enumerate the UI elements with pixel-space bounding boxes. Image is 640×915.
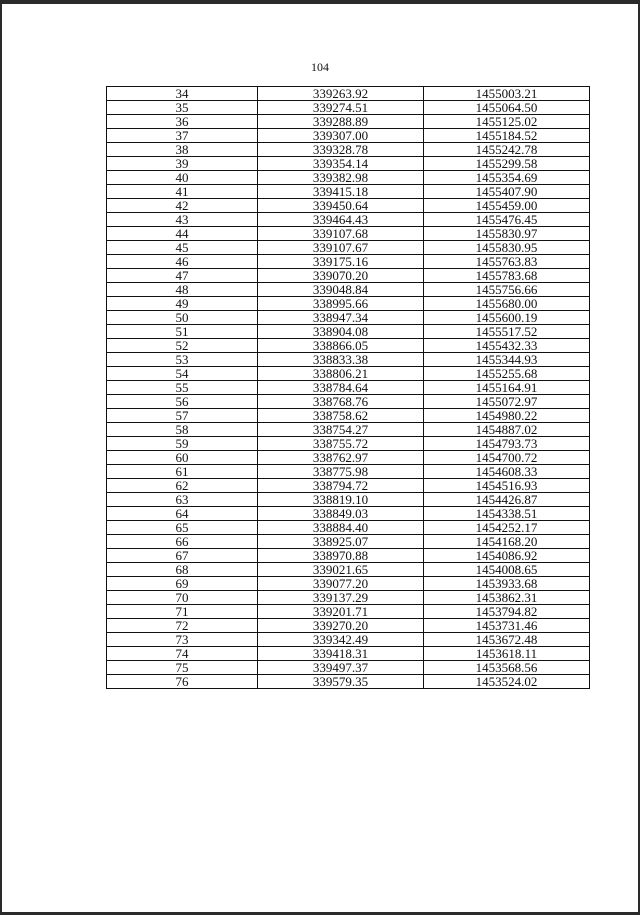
y-coordinate-cell: 1455164.91 [424, 381, 590, 395]
x-coordinate-cell: 338794.72 [258, 479, 424, 493]
point-number-cell: 54 [107, 367, 258, 381]
table-row [107, 283, 590, 297]
x-coordinate-cell: 339107.68 [258, 227, 424, 241]
y-coordinate-cell: 1453933.68 [424, 577, 590, 591]
point-number-cell: 38 [107, 143, 258, 157]
y-coordinate-cell: 1453862.31 [424, 591, 590, 605]
table-row [107, 297, 590, 311]
point-number-cell: 57 [107, 409, 258, 423]
x-coordinate-cell: 339497.37 [258, 661, 424, 675]
table-row [107, 591, 590, 605]
y-coordinate-cell: 1455783.68 [424, 269, 590, 283]
table-row [107, 129, 590, 143]
y-coordinate-cell: 1453524.02 [424, 675, 590, 689]
table-row [107, 535, 590, 549]
table-row [107, 101, 590, 115]
point-number-cell: 62 [107, 479, 258, 493]
table-row [107, 507, 590, 521]
y-coordinate-cell: 1455756.66 [424, 283, 590, 297]
y-coordinate-cell: 1455003.21 [424, 87, 590, 101]
y-coordinate-cell: 1454426.87 [424, 493, 590, 507]
point-number-cell: 70 [107, 591, 258, 605]
x-coordinate-cell: 339048.84 [258, 283, 424, 297]
x-coordinate-cell: 339288.89 [258, 115, 424, 129]
x-coordinate-cell: 339579.35 [258, 675, 424, 689]
y-coordinate-cell: 1455476.45 [424, 213, 590, 227]
point-number-cell: 56 [107, 395, 258, 409]
y-coordinate-cell: 1455763.83 [424, 255, 590, 269]
point-number-cell: 59 [107, 437, 258, 451]
table-row [107, 213, 590, 227]
y-coordinate-cell: 1455064.50 [424, 101, 590, 115]
table-row [107, 185, 590, 199]
x-coordinate-cell: 338806.21 [258, 367, 424, 381]
point-number-cell: 35 [107, 101, 258, 115]
x-coordinate-cell: 338947.34 [258, 311, 424, 325]
x-coordinate-cell: 339077.20 [258, 577, 424, 591]
x-coordinate-cell: 339342.49 [258, 633, 424, 647]
point-number-cell: 48 [107, 283, 258, 297]
x-coordinate-cell: 339464.43 [258, 213, 424, 227]
table-row [107, 353, 590, 367]
y-coordinate-cell: 1455072.97 [424, 395, 590, 409]
table-row [107, 619, 590, 633]
point-number-cell: 46 [107, 255, 258, 269]
point-number-cell: 65 [107, 521, 258, 535]
x-coordinate-cell: 339328.78 [258, 143, 424, 157]
point-number-cell: 72 [107, 619, 258, 633]
table-row [107, 479, 590, 493]
y-coordinate-cell: 1455242.78 [424, 143, 590, 157]
point-number-cell: 44 [107, 227, 258, 241]
table-row [107, 647, 590, 661]
table-row [107, 255, 590, 269]
point-number-cell: 45 [107, 241, 258, 255]
table-row [107, 423, 590, 437]
y-coordinate-cell: 1455517.52 [424, 325, 590, 339]
point-number-cell: 66 [107, 535, 258, 549]
table-row [107, 325, 590, 339]
y-coordinate-cell: 1454887.02 [424, 423, 590, 437]
table-row [107, 199, 590, 213]
table-row [107, 661, 590, 675]
y-coordinate-cell: 1455125.02 [424, 115, 590, 129]
x-coordinate-cell: 338970.88 [258, 549, 424, 563]
y-coordinate-cell: 1454608.33 [424, 465, 590, 479]
coordinates-table [106, 86, 590, 689]
table-row [107, 241, 590, 255]
table-row [107, 395, 590, 409]
table-row [107, 465, 590, 479]
x-coordinate-cell: 339021.65 [258, 563, 424, 577]
y-coordinate-cell: 1455184.52 [424, 129, 590, 143]
point-number-cell: 39 [107, 157, 258, 171]
point-number-cell: 76 [107, 675, 258, 689]
x-coordinate-cell: 338884.40 [258, 521, 424, 535]
y-coordinate-cell: 1454700.72 [424, 451, 590, 465]
y-coordinate-cell: 1453618.11 [424, 647, 590, 661]
y-coordinate-cell: 1454793.73 [424, 437, 590, 451]
table-row [107, 311, 590, 325]
table-row [107, 633, 590, 647]
point-number-cell: 49 [107, 297, 258, 311]
x-coordinate-cell: 338833.38 [258, 353, 424, 367]
x-coordinate-cell: 339137.29 [258, 591, 424, 605]
table-row [107, 437, 590, 451]
table-row [107, 605, 590, 619]
x-coordinate-cell: 338775.98 [258, 465, 424, 479]
table-row [107, 549, 590, 563]
x-coordinate-cell: 339175.16 [258, 255, 424, 269]
x-coordinate-cell: 339274.51 [258, 101, 424, 115]
table-row [107, 577, 590, 591]
y-coordinate-cell: 1455354.69 [424, 171, 590, 185]
point-number-cell: 61 [107, 465, 258, 479]
y-coordinate-cell: 1454168.20 [424, 535, 590, 549]
table-row [107, 451, 590, 465]
x-coordinate-cell: 339201.71 [258, 605, 424, 619]
x-coordinate-cell: 338904.08 [258, 325, 424, 339]
point-number-cell: 68 [107, 563, 258, 577]
y-coordinate-cell: 1455432.33 [424, 339, 590, 353]
y-coordinate-cell: 1455830.95 [424, 241, 590, 255]
point-number-cell: 64 [107, 507, 258, 521]
point-number-cell: 60 [107, 451, 258, 465]
x-coordinate-cell: 339418.31 [258, 647, 424, 661]
x-coordinate-cell: 338866.05 [258, 339, 424, 353]
point-number-cell: 63 [107, 493, 258, 507]
x-coordinate-cell: 338768.76 [258, 395, 424, 409]
y-coordinate-cell: 1454338.51 [424, 507, 590, 521]
table-row [107, 563, 590, 577]
y-coordinate-cell: 1455600.19 [424, 311, 590, 325]
table-row [107, 675, 590, 689]
table-row [107, 409, 590, 423]
point-number-cell: 34 [107, 87, 258, 101]
x-coordinate-cell: 338758.62 [258, 409, 424, 423]
y-coordinate-cell: 1454980.22 [424, 409, 590, 423]
table-row [107, 367, 590, 381]
point-number-cell: 43 [107, 213, 258, 227]
table-row [107, 115, 590, 129]
x-coordinate-cell: 338754.27 [258, 423, 424, 437]
y-coordinate-cell: 1454086.92 [424, 549, 590, 563]
x-coordinate-cell: 338995.66 [258, 297, 424, 311]
y-coordinate-cell: 1455344.93 [424, 353, 590, 367]
table-row [107, 227, 590, 241]
table-row [107, 171, 590, 185]
y-coordinate-cell: 1455680.00 [424, 297, 590, 311]
point-number-cell: 37 [107, 129, 258, 143]
y-coordinate-cell: 1455407.90 [424, 185, 590, 199]
y-coordinate-cell: 1453731.46 [424, 619, 590, 633]
point-number-cell: 71 [107, 605, 258, 619]
point-number-cell: 55 [107, 381, 258, 395]
x-coordinate-cell: 339382.98 [258, 171, 424, 185]
table-row [107, 381, 590, 395]
table-row [107, 157, 590, 171]
x-coordinate-cell: 339307.00 [258, 129, 424, 143]
x-coordinate-cell: 338819.10 [258, 493, 424, 507]
page-number: 104 [311, 60, 329, 74]
point-number-cell: 73 [107, 633, 258, 647]
x-coordinate-cell: 339450.64 [258, 199, 424, 213]
x-coordinate-cell: 339070.20 [258, 269, 424, 283]
table-row [107, 339, 590, 353]
x-coordinate-cell: 338849.03 [258, 507, 424, 521]
point-number-cell: 47 [107, 269, 258, 283]
point-number-cell: 53 [107, 353, 258, 367]
point-number-cell: 36 [107, 115, 258, 129]
point-number-cell: 41 [107, 185, 258, 199]
x-coordinate-cell: 338784.64 [258, 381, 424, 395]
y-coordinate-cell: 1455255.68 [424, 367, 590, 381]
point-number-cell: 42 [107, 199, 258, 213]
point-number-cell: 58 [107, 423, 258, 437]
y-coordinate-cell: 1455299.58 [424, 157, 590, 171]
table-row [107, 269, 590, 283]
table-row [107, 87, 590, 101]
x-coordinate-cell: 339354.14 [258, 157, 424, 171]
document-page [2, 4, 638, 912]
point-number-cell: 51 [107, 325, 258, 339]
y-coordinate-cell: 1454252.17 [424, 521, 590, 535]
table-row [107, 521, 590, 535]
y-coordinate-cell: 1455830.97 [424, 227, 590, 241]
coordinates-table-body [107, 87, 590, 689]
x-coordinate-cell: 339263.92 [258, 87, 424, 101]
y-coordinate-cell: 1453568.56 [424, 661, 590, 675]
y-coordinate-cell: 1454516.93 [424, 479, 590, 493]
y-coordinate-cell: 1453672.48 [424, 633, 590, 647]
table-row [107, 143, 590, 157]
x-coordinate-cell: 338755.72 [258, 437, 424, 451]
x-coordinate-cell: 339270.20 [258, 619, 424, 633]
y-coordinate-cell: 1453794.82 [424, 605, 590, 619]
point-number-cell: 52 [107, 339, 258, 353]
x-coordinate-cell: 339415.18 [258, 185, 424, 199]
x-coordinate-cell: 338925.07 [258, 535, 424, 549]
point-number-cell: 75 [107, 661, 258, 675]
point-number-cell: 50 [107, 311, 258, 325]
x-coordinate-cell: 338762.97 [258, 451, 424, 465]
point-number-cell: 67 [107, 549, 258, 563]
point-number-cell: 74 [107, 647, 258, 661]
y-coordinate-cell: 1454008.65 [424, 563, 590, 577]
y-coordinate-cell: 1455459.00 [424, 199, 590, 213]
table-row [107, 493, 590, 507]
x-coordinate-cell: 339107.67 [258, 241, 424, 255]
point-number-cell: 40 [107, 171, 258, 185]
point-number-cell: 69 [107, 577, 258, 591]
